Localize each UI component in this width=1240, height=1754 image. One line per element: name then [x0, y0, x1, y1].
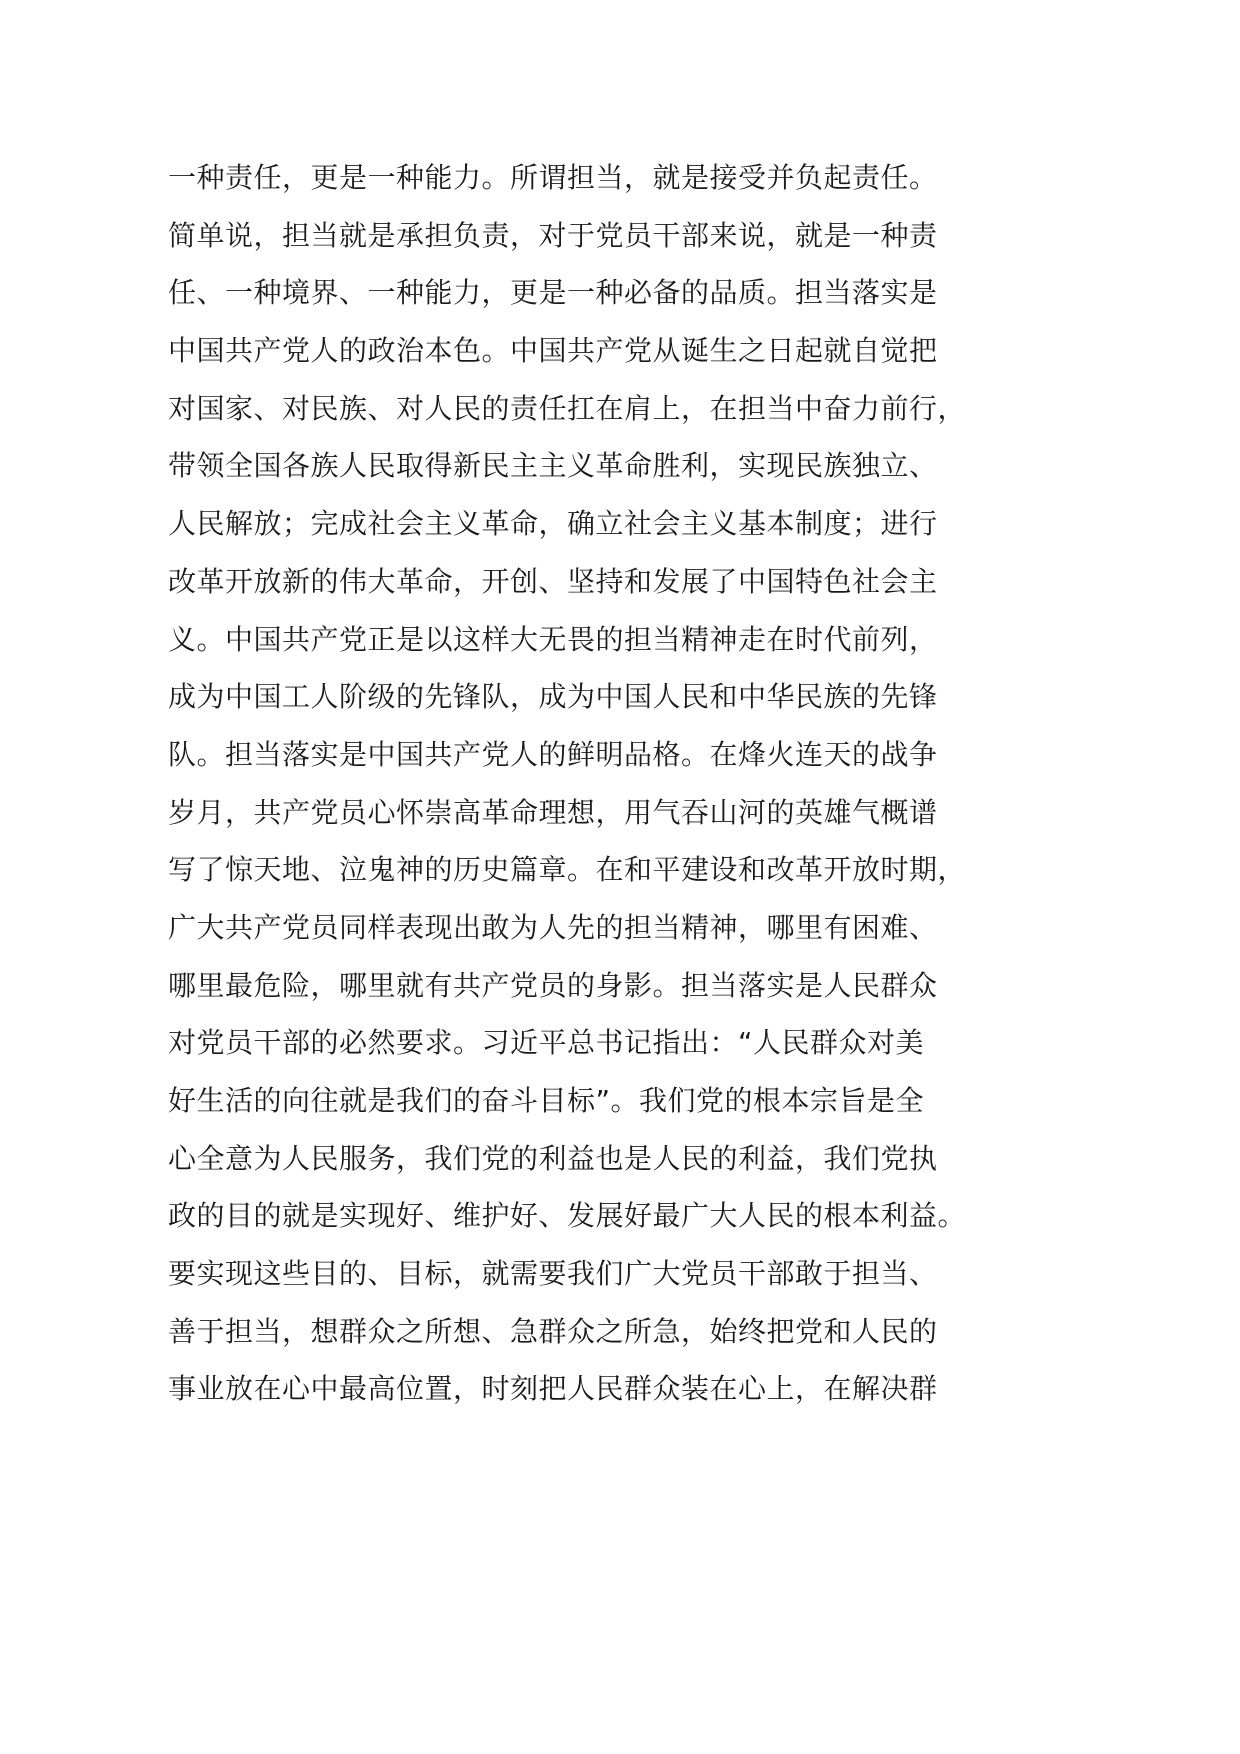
text-line: 事业放在心中最高位置，时刻把人民群众装在心上，在解决群	[168, 1372, 938, 1406]
text-line: 广大共产党员同样表现出敢为人先的担当精神，哪里有困难、	[168, 910, 938, 944]
text-line: 一种责任，更是一种能力。所谓担当，就是接受并负起责任。	[168, 161, 938, 194]
text-line: 成为中国工人阶级的先锋队，成为中国人民和中华民族的先锋	[168, 680, 938, 714]
text-line: 任、一种境界、一种能力，更是一种必备的品质。担当落实是	[168, 276, 938, 310]
text-line: 心全意为人民服务，我们党的利益也是人民的利益，我们党执	[168, 1141, 938, 1175]
text-line: 对国家、对民族、对人民的责任扛在肩上，在担当中奋力前行，	[168, 391, 967, 425]
text-line: 岁月，共产党员心怀崇高革命理想，用气吞山河的英雄气概谱	[168, 795, 938, 829]
text-line: 写了惊天地、泣鬼神的历史篇章。在和平建设和改革开放时期，	[168, 853, 967, 887]
text-line: 好生活的向往就是我们的奋斗目标”。我们党的根本宗旨是全	[168, 1084, 925, 1117]
text-line: 中国共产党人的政治本色。中国共产党从诞生之日起就自觉把	[168, 334, 938, 368]
text-line: 义。中国共产党正是以这样大无畏的担当精神走在时代前列，	[168, 622, 938, 656]
text-line: 要实现这些目的、目标，就需要我们广大党员干部敢于担当、	[168, 1257, 938, 1291]
text-line: 对党员干部的必然要求。习近平总书记指出：“人民群众对美	[168, 1026, 925, 1060]
body-text	[168, 149, 968, 1418]
text-line: 改革开放新的伟大革命，开创、坚持和发展了中国特色社会主	[168, 564, 938, 598]
text-line: 带领全国各族人民取得新民主主义革命胜利，实现民族独立、	[168, 449, 938, 483]
text-line: 简单说，担当就是承担负责，对于党员干部来说，就是一种责	[168, 218, 938, 252]
text-line: 人民解放；完成社会主义革命，确立社会主义基本制度；进行	[168, 507, 938, 541]
text-line: 队。担当落实是中国共产党人的鲜明品格。在烽火连天的战争	[168, 737, 938, 771]
text-line: 哪里最危险，哪里就有共产党员的身影。担当落实是人民群众	[168, 968, 938, 1002]
text-line: 政的目的就是实现好、维护好、发展好最广大人民的根本利益。	[168, 1199, 967, 1233]
text-line: 善于担当，想群众之所想、急群众之所急，始终把党和人民的	[168, 1314, 938, 1348]
